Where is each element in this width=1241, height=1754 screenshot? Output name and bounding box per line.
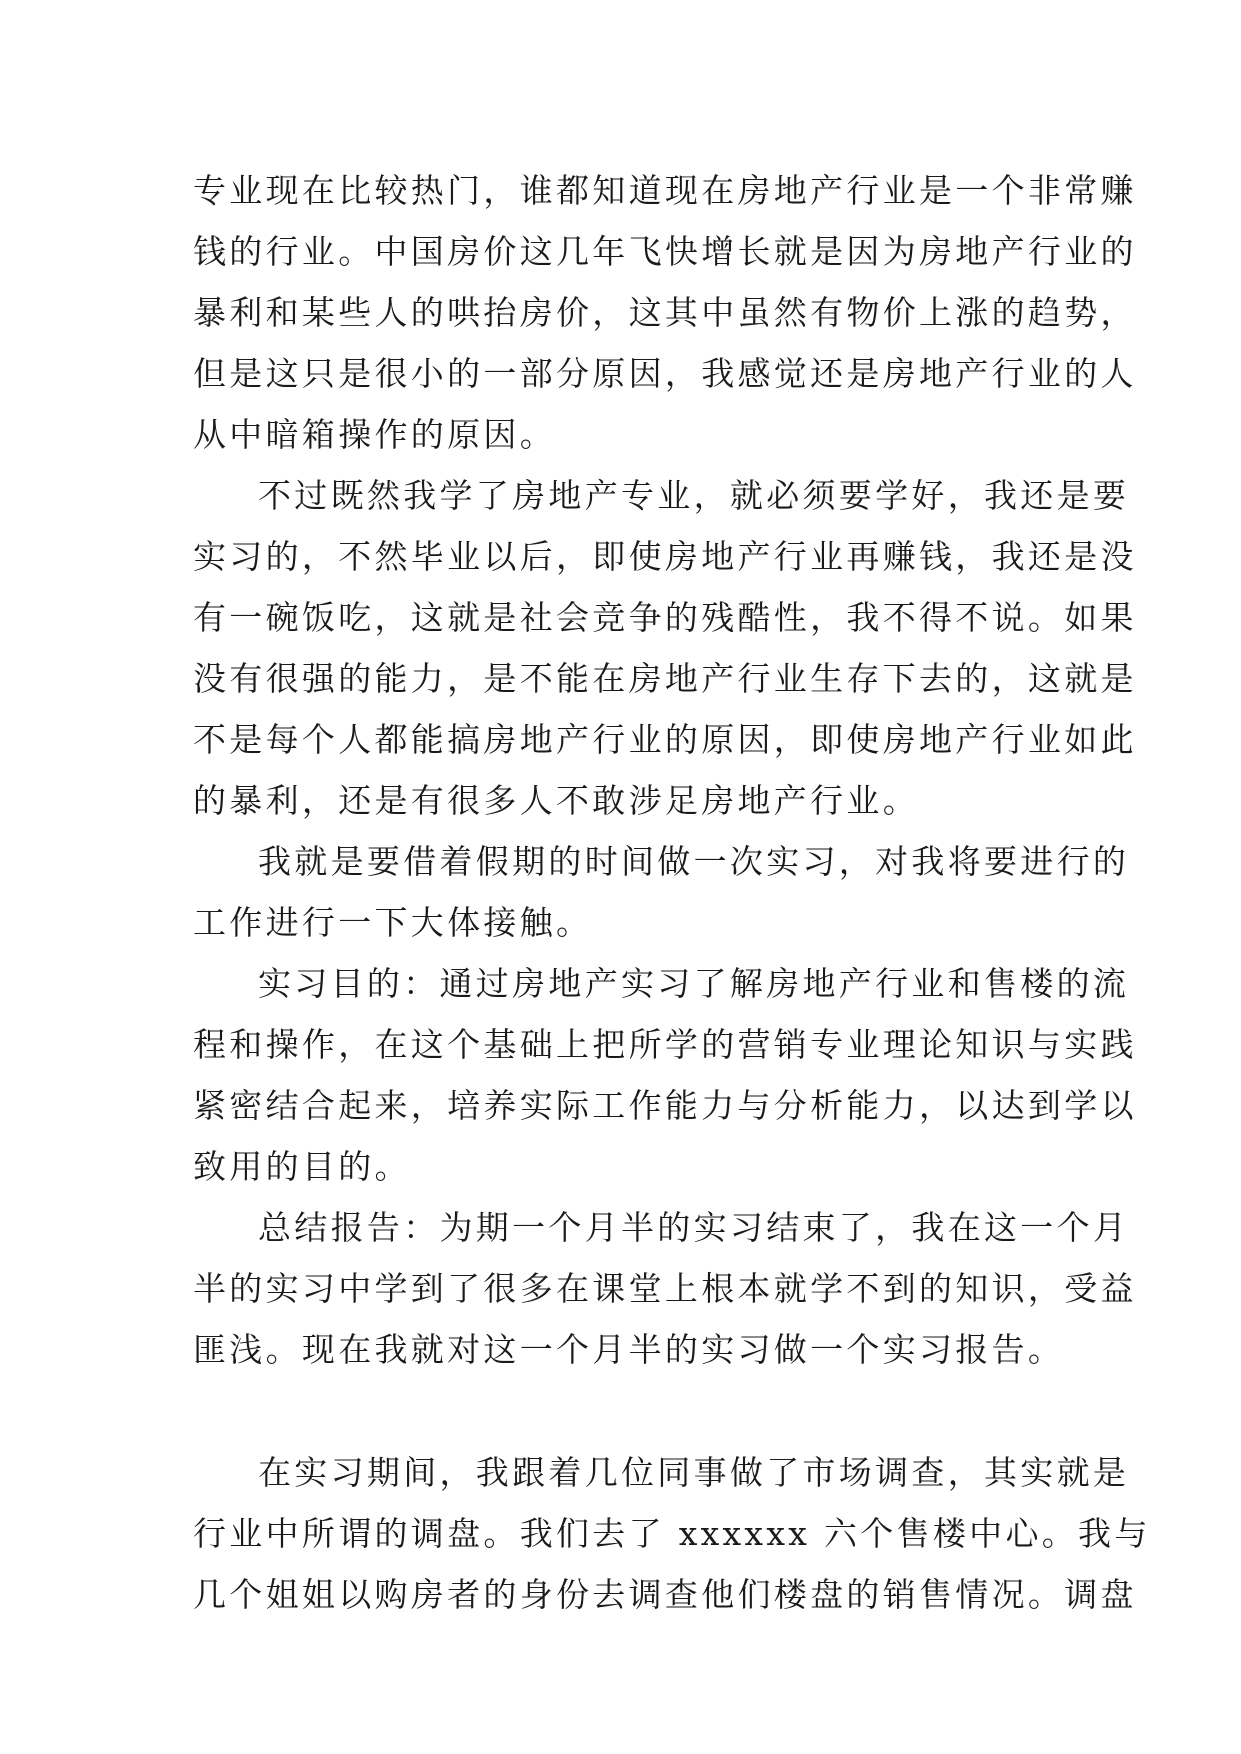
text-line: 工作进行一下大体接触。 bbox=[193, 903, 593, 942]
paragraph-1 bbox=[193, 160, 1137, 465]
text-line: 暴利和某些人的哄抬房价，这其中虽然有物价上涨的趋势， bbox=[193, 293, 1137, 332]
text-line: 实习的，不然毕业以后，即使房地产行业再赚钱，我还是没 bbox=[193, 537, 1137, 576]
text-line: 专业现在比较热门，谁都知道现在房地产行业是一个非常赚 bbox=[193, 171, 1137, 210]
text-line: 不是每个人都能搞房地产行业的原因，即使房地产行业如此 bbox=[193, 720, 1137, 759]
text-line: 从中暗箱操作的原因。 bbox=[193, 415, 556, 454]
paragraph-5 bbox=[193, 1197, 1137, 1380]
text-line: 的暴利，还是有很多人不敢涉足房地产行业。 bbox=[193, 781, 919, 820]
text-line: 匪浅。现在我就对这一个月半的实习做一个实习报告。 bbox=[193, 1330, 1065, 1369]
paragraph-2 bbox=[193, 465, 1137, 831]
paragraph-spacer bbox=[193, 1380, 1051, 1442]
text-line: 没有很强的能力，是不能在房地产行业生存下去的，这就是 bbox=[193, 659, 1137, 698]
text-line: 实习目的：通过房地产实习了解房地产行业和售楼的流 bbox=[258, 964, 1130, 1003]
text-line: 不过既然我学了房地产专业，就必须要学好，我还是要 bbox=[258, 476, 1130, 515]
paragraph-3 bbox=[193, 831, 1130, 953]
text-line: 在实习期间，我跟着几位同事做了市场调查，其实就是 bbox=[258, 1453, 1130, 1492]
text-line: 程和操作，在这个基础上把所学的营销专业理论知识与实践 bbox=[193, 1025, 1137, 1064]
text-line: 行业中所谓的调盘。我们去了 xxxxxx 六个售楼中心。我与 bbox=[193, 1514, 1151, 1553]
text-line: 几个姐姐以购房者的身份去调查他们楼盘的销售情况。调盘 bbox=[193, 1575, 1137, 1614]
text-line: 钱的行业。中国房价这几年飞快增长就是因为房地产行业的 bbox=[193, 232, 1137, 271]
text-line: 半的实习中学到了很多在课堂上根本就学不到的知识，受益 bbox=[193, 1269, 1137, 1308]
text-line: 致用的目的。 bbox=[193, 1147, 411, 1186]
text-line: 紧密结合起来，培养实际工作能力与分析能力，以达到学以 bbox=[193, 1086, 1137, 1125]
text-line: 但是这只是很小的一部分原因，我感觉还是房地产行业的人 bbox=[193, 354, 1137, 393]
document-body bbox=[193, 160, 1151, 1625]
paragraph-4 bbox=[193, 953, 1137, 1197]
paragraph-6 bbox=[193, 1442, 1151, 1625]
text-line: 总结报告：为期一个月半的实习结束了，我在这一个月 bbox=[258, 1208, 1130, 1247]
text-line: 我就是要借着假期的时间做一次实习，对我将要进行的 bbox=[258, 842, 1130, 881]
text-line: 有一碗饭吃，这就是社会竞争的残酷性，我不得不说。如果 bbox=[193, 598, 1137, 637]
